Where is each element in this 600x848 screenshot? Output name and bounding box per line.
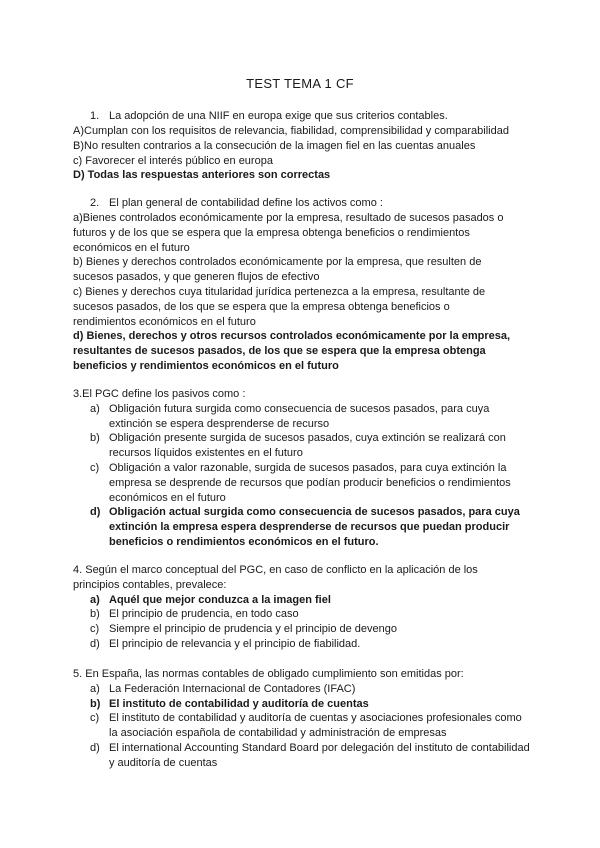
question-4-option-a-text: Aquél que mejor conduzca a la imagen fiel bbox=[109, 593, 331, 606]
question-5-stem: 5. En España, las normas contables de obligado cumplimiento son emitidas por: bbox=[73, 668, 464, 680]
question-3-letter-a: a) bbox=[90, 402, 100, 415]
question-4-option-d-text: El principio de relevancia y el principio de fiabilidad. bbox=[109, 637, 361, 650]
document-title: TEST TEMA 1 CF bbox=[246, 76, 354, 91]
question-1-options bbox=[73, 124, 543, 183]
question-2-option-d-correct: d) Bienes, derechos y otros recursos controlados económicamente por la empresa, resultantes de sucesos pasados, de los que se espera que la empresa obtenga beneficios y rendimientos económicos en el futuro bbox=[73, 330, 511, 372]
question-4 bbox=[73, 563, 523, 652]
question-3-stem: 3.El PGC define los pasivos como : bbox=[73, 388, 246, 400]
question-5-option-d bbox=[73, 741, 533, 771]
question-3-option-a-text: Obligación futura surgida como consecuencia de sucesos pasados, para cuya extinción se espera desprenderse de recurso bbox=[109, 402, 490, 430]
question-3-option-d-correct bbox=[73, 505, 523, 549]
question-5-option-c bbox=[73, 711, 533, 741]
question-1-number: 1. bbox=[90, 110, 100, 122]
question-5-letter-d: d) bbox=[90, 741, 100, 754]
question-3-option-a bbox=[73, 402, 523, 432]
question-2-option-a: a)Bienes controlados económicamente por la empresa, resultado de sucesos pasados o futuros y de los que se espera que la empresa obtenga beneficios o rendimientos económicos en el futuro bbox=[73, 212, 504, 254]
question-1-option-a: A)Cumplan con los requisitos de relevancia, fiabilidad, comprensibilidad y comparabilidad bbox=[73, 125, 509, 137]
question-1-stem-row bbox=[73, 109, 543, 124]
question-4-option-c-text: Siempre el principio de prudencia y el principio de devengo bbox=[109, 623, 398, 636]
question-1-option-b: B)No resulten contrarios a la consecución de la imagen fiel en las cuentas anuales bbox=[73, 139, 476, 152]
question-3-option-c bbox=[73, 461, 523, 505]
question-5-letter-a: a) bbox=[90, 682, 100, 695]
question-1-option-d-correct: D) Todas las respuestas anteriores son correctas bbox=[73, 169, 331, 182]
question-1-stem: La adopción de una NIIF en europa exige que sus criterios contables. bbox=[109, 110, 448, 122]
question-2-option-b: b) Bienes y derechos controlados económicamente por la empresa, que resulten de sucesos pasados, y que generen flujos de efectivo bbox=[73, 256, 482, 284]
question-3-option-d-text: Obligación actual surgida como consecuencia de sucesos pasados, para cuya extinción la empresa espera desprenderse de recursos que puedan producir beneficios o rendimientos económicos en el futuro. bbox=[109, 506, 520, 548]
question-5-option-b-correct bbox=[73, 697, 533, 712]
question-4-option-a-correct bbox=[73, 593, 523, 608]
question-5-option-a-text: La Federación Internacional de Contadores (IFAC) bbox=[109, 682, 356, 695]
question-1-option-c: c) Favorecer el interés público en europa bbox=[73, 154, 273, 167]
question-3-letter-c: c) bbox=[90, 461, 100, 474]
question-5-option-c-text: El instituto de contabilidad y auditoría de cuentas y asociaciones profesionales como la asociación española de contabilidad y administración de empresas bbox=[109, 712, 522, 740]
question-3-letter-d: d) bbox=[90, 506, 101, 519]
question-2-stem-row bbox=[73, 196, 543, 211]
question-3-option-c-text: Obligación a valor razonable, surgida de sucesos pasados, para cuya extinción la empresa se desprende de recursos que podían producir beneficios o rendimientos económicos en el futuro bbox=[109, 461, 511, 504]
question-4-letter-b: b) bbox=[90, 608, 100, 621]
question-4-letter-a: a) bbox=[90, 593, 100, 606]
question-5-letter-b: b) bbox=[90, 697, 101, 710]
question-2-number: 2. bbox=[90, 197, 100, 209]
question-5 bbox=[73, 667, 533, 771]
question-3 bbox=[73, 387, 523, 550]
question-3-option-b-text: Obligación presente surgida de sucesos pasados, cuya extinción se realizará con recursos líquidos existentes en el futuro bbox=[109, 432, 506, 460]
question-5-option-b-text: El instituto de contabilidad y auditoría de cuentas bbox=[109, 697, 369, 710]
question-4-option-d bbox=[73, 637, 523, 652]
question-1 bbox=[73, 109, 543, 124]
question-2 bbox=[73, 196, 543, 211]
question-4-letter-d: d) bbox=[90, 637, 100, 650]
question-3-option-b bbox=[73, 431, 523, 461]
question-3-letter-b: b) bbox=[90, 432, 100, 445]
question-4-stem: 4. Según el marco conceptual del PGC, en caso de conflicto en la aplicación de los principios contables, prevalece: bbox=[73, 564, 478, 591]
question-5-option-d-text: El international Accounting Standard Board por delegación del instituto de contabilidad y auditoría de cuentas bbox=[109, 741, 530, 769]
question-4-option-b-text: El principio de prudencia, en todo caso bbox=[109, 608, 299, 621]
question-4-letter-c: c) bbox=[90, 623, 100, 636]
question-2-options bbox=[73, 211, 513, 374]
question-2-option-c: c) Bienes y derechos cuya titularidad jurídica pertenezca a la empresa, resultante de sucesos pasados, de los que se espera que la empresa obtenga beneficios o rendimientos económicos en el futuro bbox=[73, 285, 486, 328]
question-4-option-b bbox=[73, 607, 523, 622]
question-4-option-c bbox=[73, 622, 523, 637]
question-5-option-a bbox=[73, 682, 533, 697]
question-5-letter-c: c) bbox=[90, 712, 100, 725]
question-2-stem: El plan general de contabilidad define los activos como : bbox=[109, 197, 383, 209]
